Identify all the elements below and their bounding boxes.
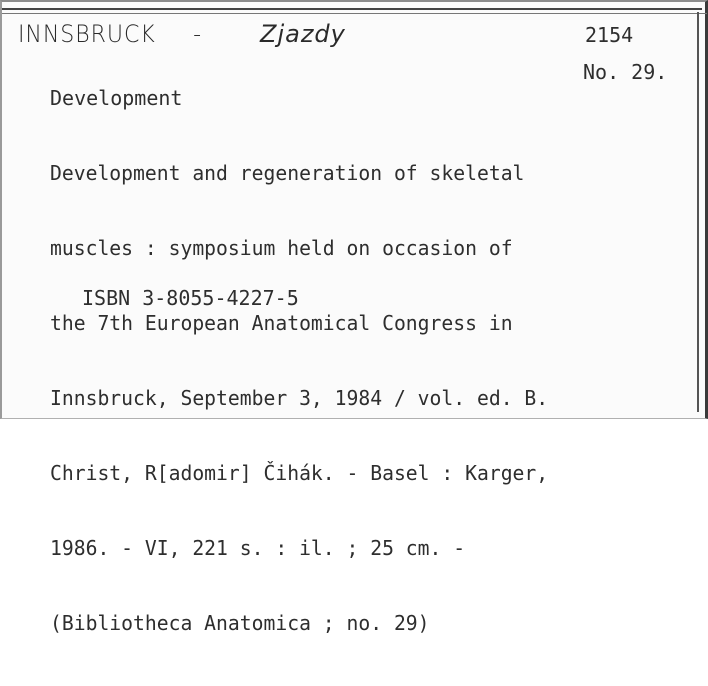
- entry-line: the 7th European Anatomical Congress in: [50, 311, 513, 335]
- heading-place: [18, 22, 202, 46]
- subject-line: Development: [50, 86, 183, 110]
- bibliographic-entry: [50, 111, 548, 686]
- entry-line: 1986. - VI, 221 s. : il. ; 25 cm. -: [50, 536, 466, 560]
- top-border-rule: [2, 8, 702, 10]
- right-edge-rule: [697, 12, 699, 412]
- item-number: No. 29.: [583, 60, 668, 84]
- isbn-line: ISBN 3-8055-4227-5: [82, 286, 299, 310]
- entry-line: Innsbruck, September 3, 1984 / vol. ed. B.: [50, 386, 549, 410]
- entry-line: Christ, R[adomir] Čihák. - Basel : Karger,: [50, 461, 549, 485]
- top-border-rule-inner: [2, 13, 707, 14]
- entry-line: (Bibliotheca Anatomica ; no. 29): [50, 611, 430, 635]
- entry-line: muscles : symposium held on occasion of: [50, 236, 513, 260]
- heading-place-text: INNSBRUCK: [18, 20, 156, 48]
- entry-line: Development and regeneration of skeletal: [50, 161, 525, 185]
- heading-subject: Zjazdy: [260, 20, 346, 48]
- call-number: 2154: [585, 23, 634, 47]
- heading-dash: -: [193, 20, 202, 48]
